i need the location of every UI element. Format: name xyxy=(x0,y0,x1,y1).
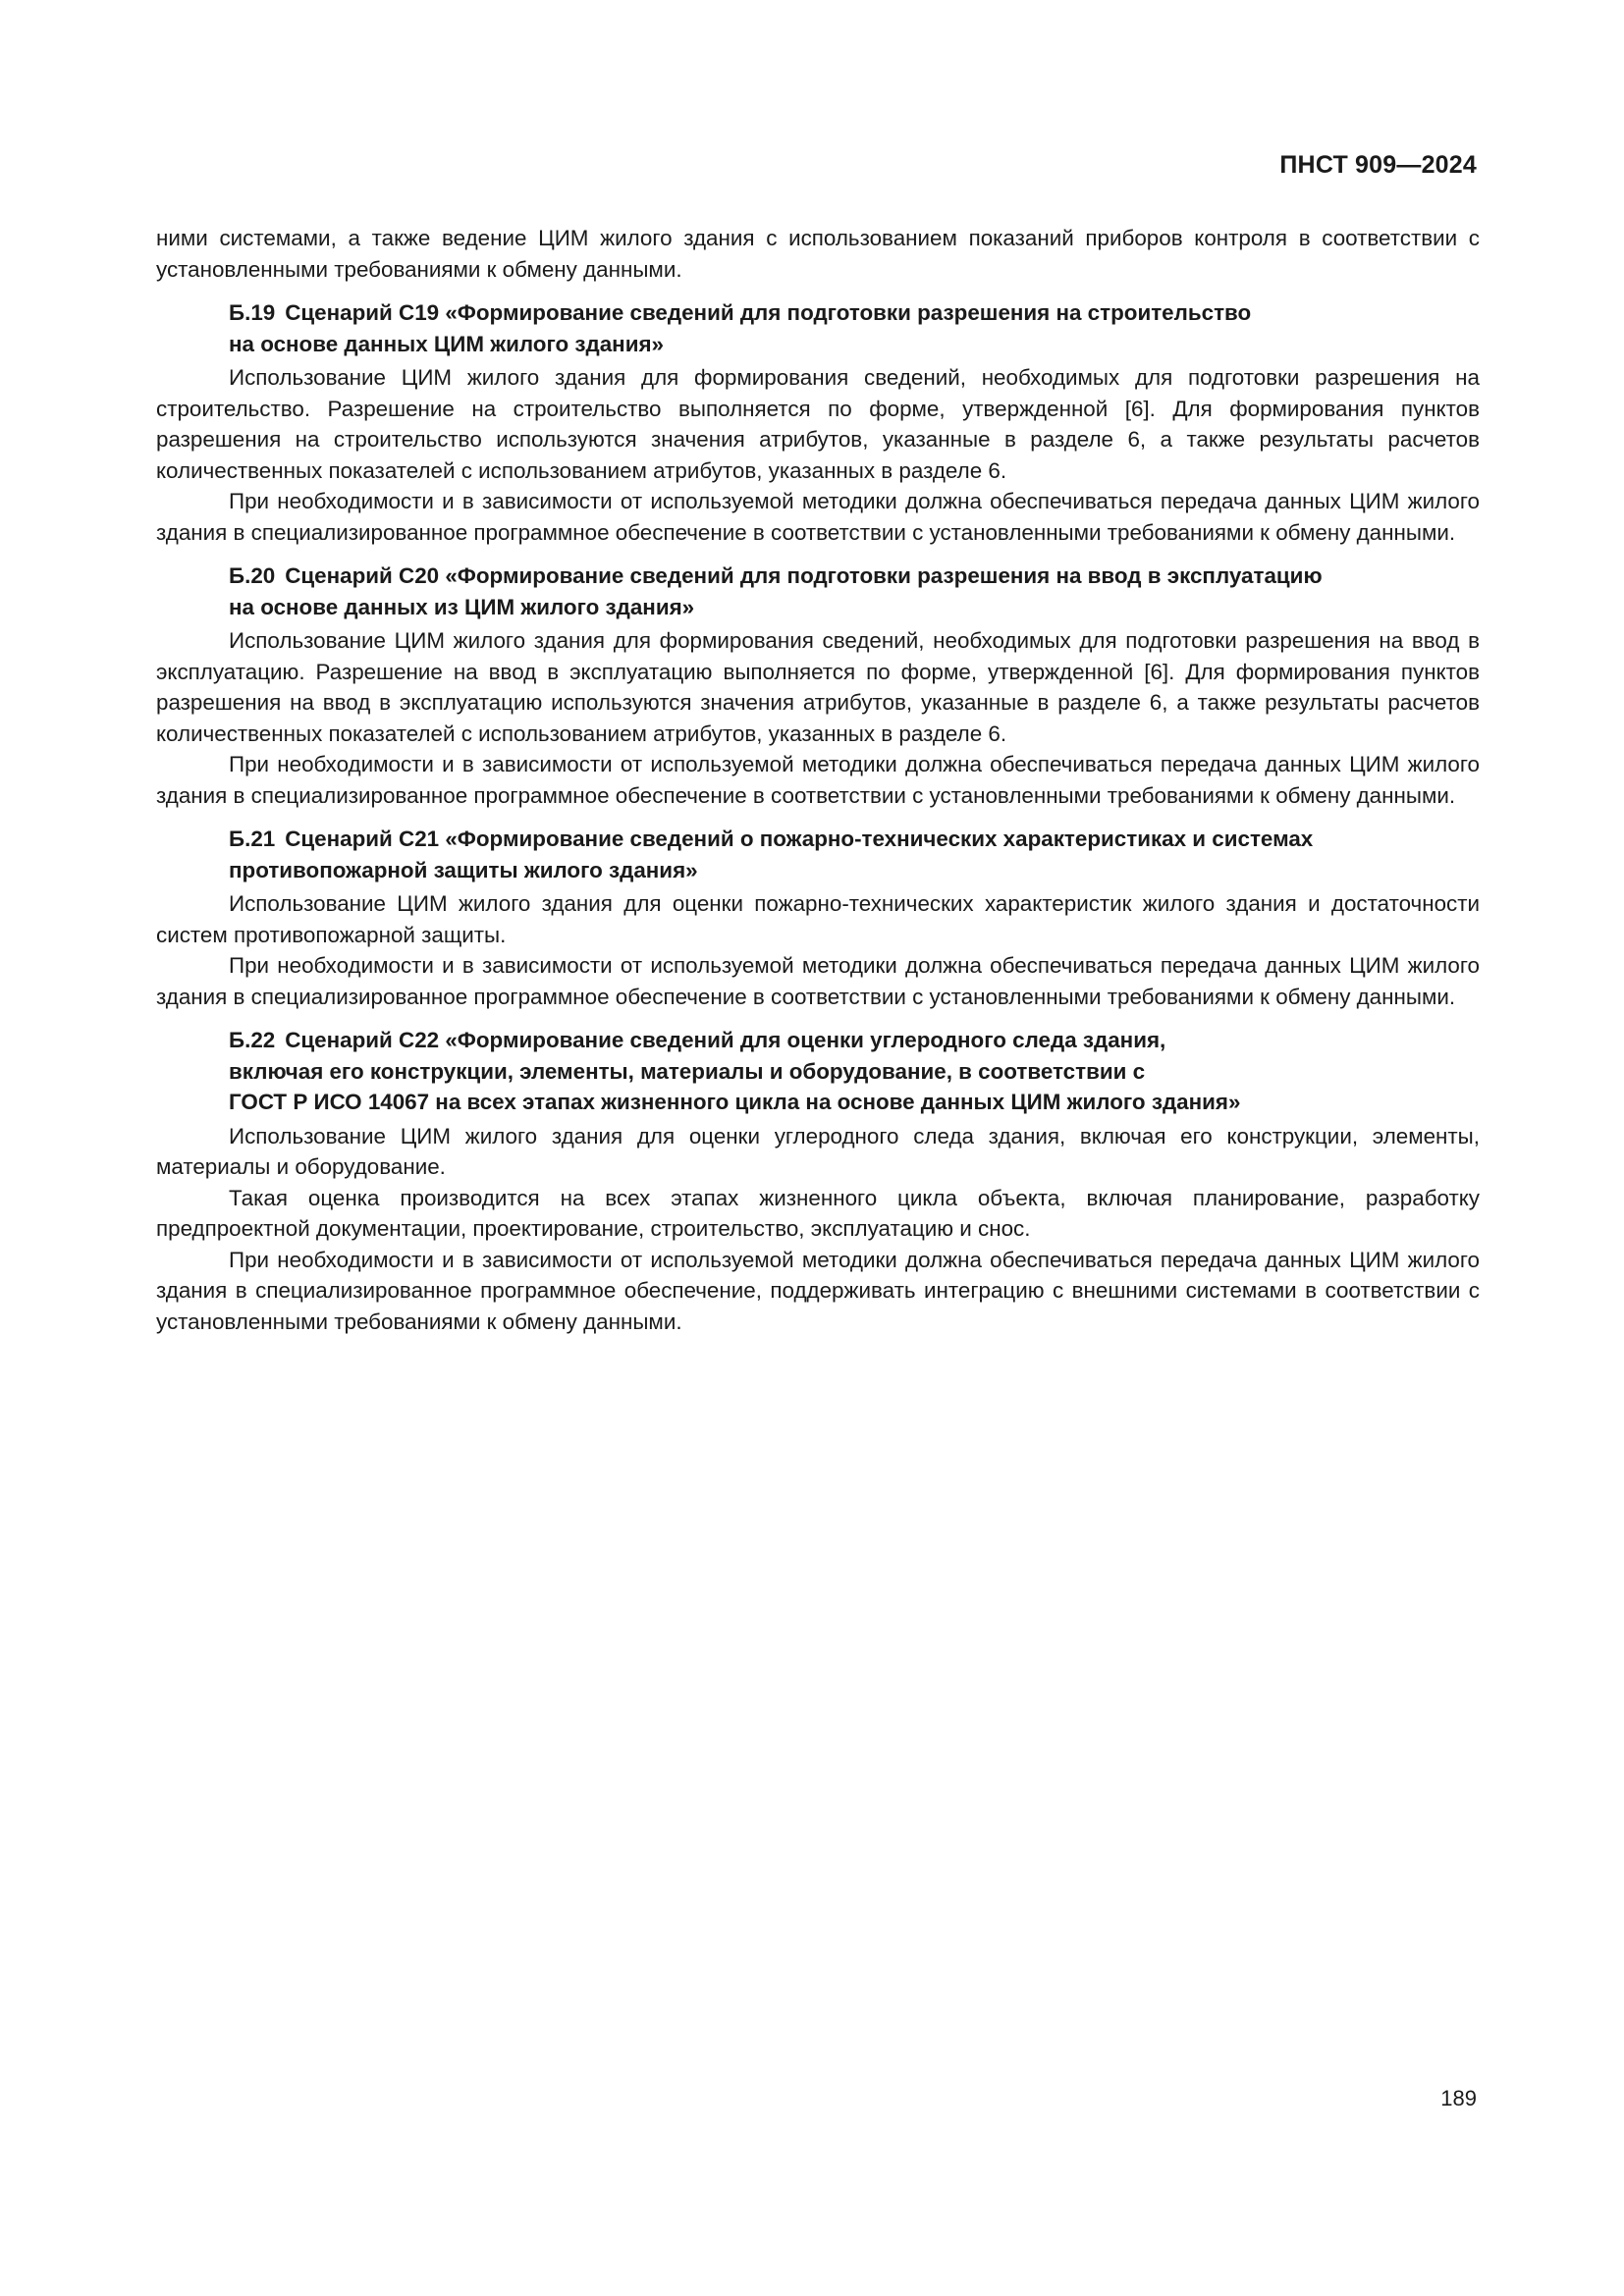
paragraph: При необходимости и в зависимости от используемой методики должна обеспечиваться передача данных ЦИМ жилого здания в специализированное программное обеспечение в соответствии с установленными требованиями к обмену данными. xyxy=(156,489,1480,545)
section-number: Б.21 xyxy=(229,827,276,851)
paragraph: При необходимости и в зависимости от используемой методики должна обеспечиваться передача данных ЦИМ жилого здания в специализированное программное обеспечение, поддерживать интеграцию с внешними системами в соответствии с установленными требованиями к обмену данными. xyxy=(156,1247,1480,1334)
section-title-line: на основе данных из ЦИМ жилого здания» xyxy=(229,594,695,619)
document-code: ПНСТ 909—2024 xyxy=(1279,151,1477,179)
section-title-line: противопожарной защиты жилого здания» xyxy=(229,857,698,882)
paragraph: Такая оценка производится на всех этапах жизненного цикла объекта, включая планирование, разработку предпроектной документации, проектирование, строительство, эксплуатацию и снос. xyxy=(156,1185,1480,1241)
section-number: Б.20 xyxy=(229,563,276,588)
section-heading-b21 xyxy=(156,824,1480,885)
paragraph: Использование ЦИМ жилого здания для формирования сведений, необходимых для подготовки разрешения на строительство. Разрешение на строительство выполняется по форме, утвержденной [6]. Для формирования пунктов разрешения на строительство используются значения атрибутов, указанные в разделе 6, а также результаты расчетов количественных показателей с использованием атрибутов, указанных в разделе 6. xyxy=(156,365,1480,483)
section-title-line: на основе данных ЦИМ жилого здания» xyxy=(229,331,664,356)
section-number: Б.19 xyxy=(229,300,276,325)
paragraph: Использование ЦИМ жилого здания для оценки пожарно-технических характеристик жилого здания и достаточности систем противопожарной защиты. xyxy=(156,891,1480,947)
section-title-line: ГОСТ Р ИСО 14067 на всех этапах жизненного цикла на основе данных ЦИМ жилого здания» xyxy=(229,1090,1241,1114)
paragraph: Использование ЦИМ жилого здания для формирования сведений, необходимых для подготовки разрешения на ввод в эксплуатацию. Разрешение на ввод в эксплуатацию выполняется по форме, утвержденной [6]. Для формирования пунктов разрешения на ввод в эксплуатацию используются значения атрибутов, указанные в разделе 6, а также результаты расчетов количественных показателей с использованием атрибутов, указанных в разделе 6. xyxy=(156,628,1480,746)
paragraph: Использование ЦИМ жилого здания для оценки углеродного следа здания, включая его конструкции, элементы, материалы и оборудование. xyxy=(156,1123,1480,1179)
section-title-line: Сценарий С22 «Формирование сведений для оценки углеродного следа здания, xyxy=(285,1028,1166,1052)
section-title-line: Сценарий С19 «Формирование сведений для подготовки разрешения на строительство xyxy=(285,300,1252,325)
section-title-line: Сценарий С21 «Формирование сведений о пожарно-технических характеристиках и системах xyxy=(285,827,1314,851)
paragraph: При необходимости и в зависимости от используемой методики должна обеспечиваться передача данных ЦИМ жилого здания в специализированное программное обеспечение в соответствии с установленными требованиями к обмену данными. xyxy=(156,953,1480,1009)
section-title-line: Сценарий С20 «Формирование сведений для подготовки разрешения на ввод в эксплуатацию xyxy=(285,563,1323,588)
section-number: Б.22 xyxy=(229,1028,276,1052)
page-number: 189 xyxy=(1440,2086,1477,2110)
section-heading-b19 xyxy=(156,297,1480,359)
page-content xyxy=(156,223,1480,1337)
section-title-line: включая его конструкции, элементы, материалы и оборудование, в соответствии с xyxy=(229,1058,1146,1084)
intro-paragraph: ними системами, а также ведение ЦИМ жилого здания с использованием показаний приборов контроля в соответствии с установленными требованиями к обмену данными. xyxy=(156,226,1480,282)
section-heading-b20 xyxy=(156,561,1480,622)
paragraph: При необходимости и в зависимости от используемой методики должна обеспечиваться передача данных ЦИМ жилого здания в специализированное программное обеспечение в соответствии с установленными требованиями к обмену данными. xyxy=(156,752,1480,808)
section-heading-b22 xyxy=(156,1025,1480,1118)
